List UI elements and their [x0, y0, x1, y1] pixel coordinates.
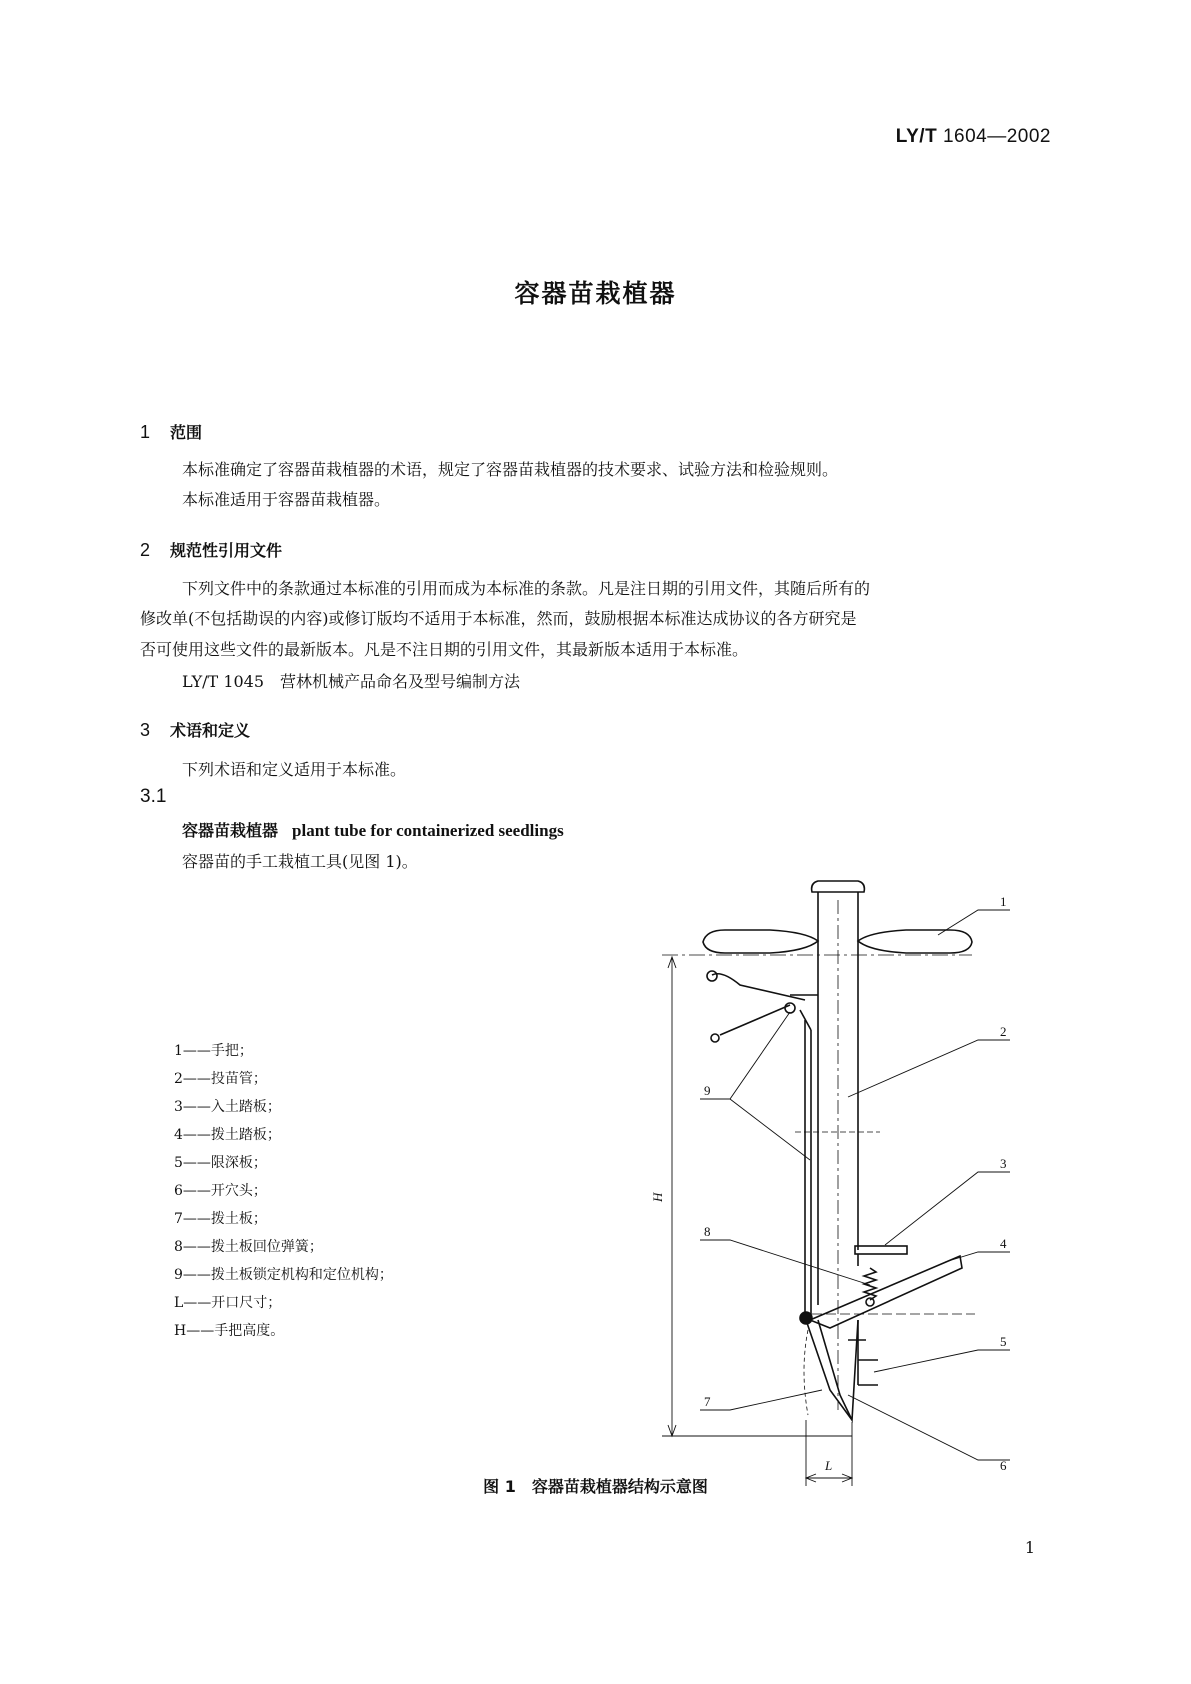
legend-item: 9——拨土板锁定机构和定位机构；	[174, 1267, 393, 1283]
main-pivot	[800, 1312, 812, 1324]
entry-pedal	[855, 1246, 907, 1254]
standard-code-prefix: LY/T	[895, 126, 938, 147]
page-number: 1	[1024, 1538, 1035, 1557]
leader-4	[945, 1252, 1010, 1262]
legend-item: H——手把高度。	[174, 1323, 285, 1339]
soil-pedal	[810, 1256, 962, 1328]
paragraph: 本标准适用于容器苗栽植器。	[182, 490, 391, 509]
paragraph: 否可使用这些文件的最新版本。凡是不注日期的引用文件，其最新版本适用于本标准。	[140, 640, 749, 659]
legend-item: 1——手把；	[174, 1043, 253, 1059]
lever-pivot	[785, 1003, 795, 1013]
callout-4: 4	[1000, 1236, 1007, 1251]
callout-7: 7	[704, 1394, 711, 1409]
callout-2: 2	[1000, 1024, 1007, 1039]
term-english: plant tube for containerized seedlings	[292, 821, 564, 840]
legend-item: 4——拨土踏板；	[174, 1127, 281, 1143]
legend-item: 2——投苗管；	[174, 1071, 267, 1087]
standard-code-number: 1604—2002	[942, 126, 1051, 147]
callout-5: 5	[1000, 1334, 1007, 1349]
figure-caption-text: 容器苗栽植器结构示意图	[531, 1477, 708, 1496]
callout-3: 3	[1000, 1156, 1007, 1171]
callout-8: 8	[704, 1224, 711, 1239]
section-number: 2	[140, 540, 151, 560]
section-title: 范围	[170, 423, 203, 442]
legend-item: L——开口尺寸；	[174, 1295, 282, 1311]
page-title: 容器苗栽植器	[514, 279, 677, 308]
section-number: 1	[140, 422, 151, 442]
handle-left	[703, 930, 818, 953]
lever-end	[711, 1034, 719, 1042]
callout-1: 1	[1000, 894, 1007, 909]
clause-number: 3.1	[140, 786, 167, 807]
legend-item: 3——入土踏板；	[174, 1099, 281, 1115]
dimension-l-label: L	[825, 1458, 833, 1473]
leader-1	[938, 910, 1010, 935]
dimension-h-label: H	[650, 1192, 665, 1202]
callout-6: 6	[1000, 1458, 1007, 1473]
handle-right	[858, 930, 972, 953]
section-number: 3	[140, 720, 151, 740]
leader-8	[700, 1240, 870, 1285]
reference-entry: LY/T 1045 营林机械产品命名及型号编制方法	[182, 672, 521, 691]
leader-2	[848, 1040, 1010, 1097]
figure-caption	[0, 1474, 1191, 1497]
term-definition: 容器苗的手工栽植工具(见图 1)。	[182, 852, 418, 871]
lever-knob	[707, 971, 717, 981]
leader-5	[874, 1350, 1010, 1372]
section-title: 术语和定义	[170, 721, 251, 740]
lever-arm	[720, 1005, 790, 1035]
term-chinese: 容器苗栽植器	[182, 821, 279, 840]
paragraph: 修改单(不包括勘误的内容)或修订版均不适用于本标准，然而，鼓励根据本标准达成协议的各方研究是	[140, 609, 857, 628]
paragraph: 本标准确定了容器苗栽植器的术语，规定了容器苗栽植器的技术要求、试验方法和检验规则。	[182, 460, 839, 479]
board-swing-arc	[804, 1330, 808, 1415]
tube-top-flare	[812, 881, 865, 892]
figure-number: 图 1	[483, 1477, 516, 1496]
legend-item: 6——开穴头；	[174, 1183, 267, 1199]
legend-item: 8——拨土板回位弹簧；	[174, 1239, 323, 1255]
leader-6	[848, 1395, 1010, 1460]
paragraph: 下列文件中的条款通过本标准的引用而成为本标准的条款。凡是注日期的引用文件，其随后所有的	[182, 579, 871, 598]
leader-7	[700, 1390, 822, 1410]
lock-lever	[712, 974, 805, 1000]
leader-3	[885, 1172, 1010, 1245]
section-title: 规范性引用文件	[170, 541, 283, 560]
legend-item: 7——拨土板；	[174, 1211, 267, 1227]
legend-item: 5——限深板；	[174, 1155, 267, 1171]
callout-9: 9	[704, 1083, 711, 1098]
paragraph: 下列术语和定义适用于本标准。	[182, 760, 407, 779]
leader-9b	[730, 1099, 810, 1160]
